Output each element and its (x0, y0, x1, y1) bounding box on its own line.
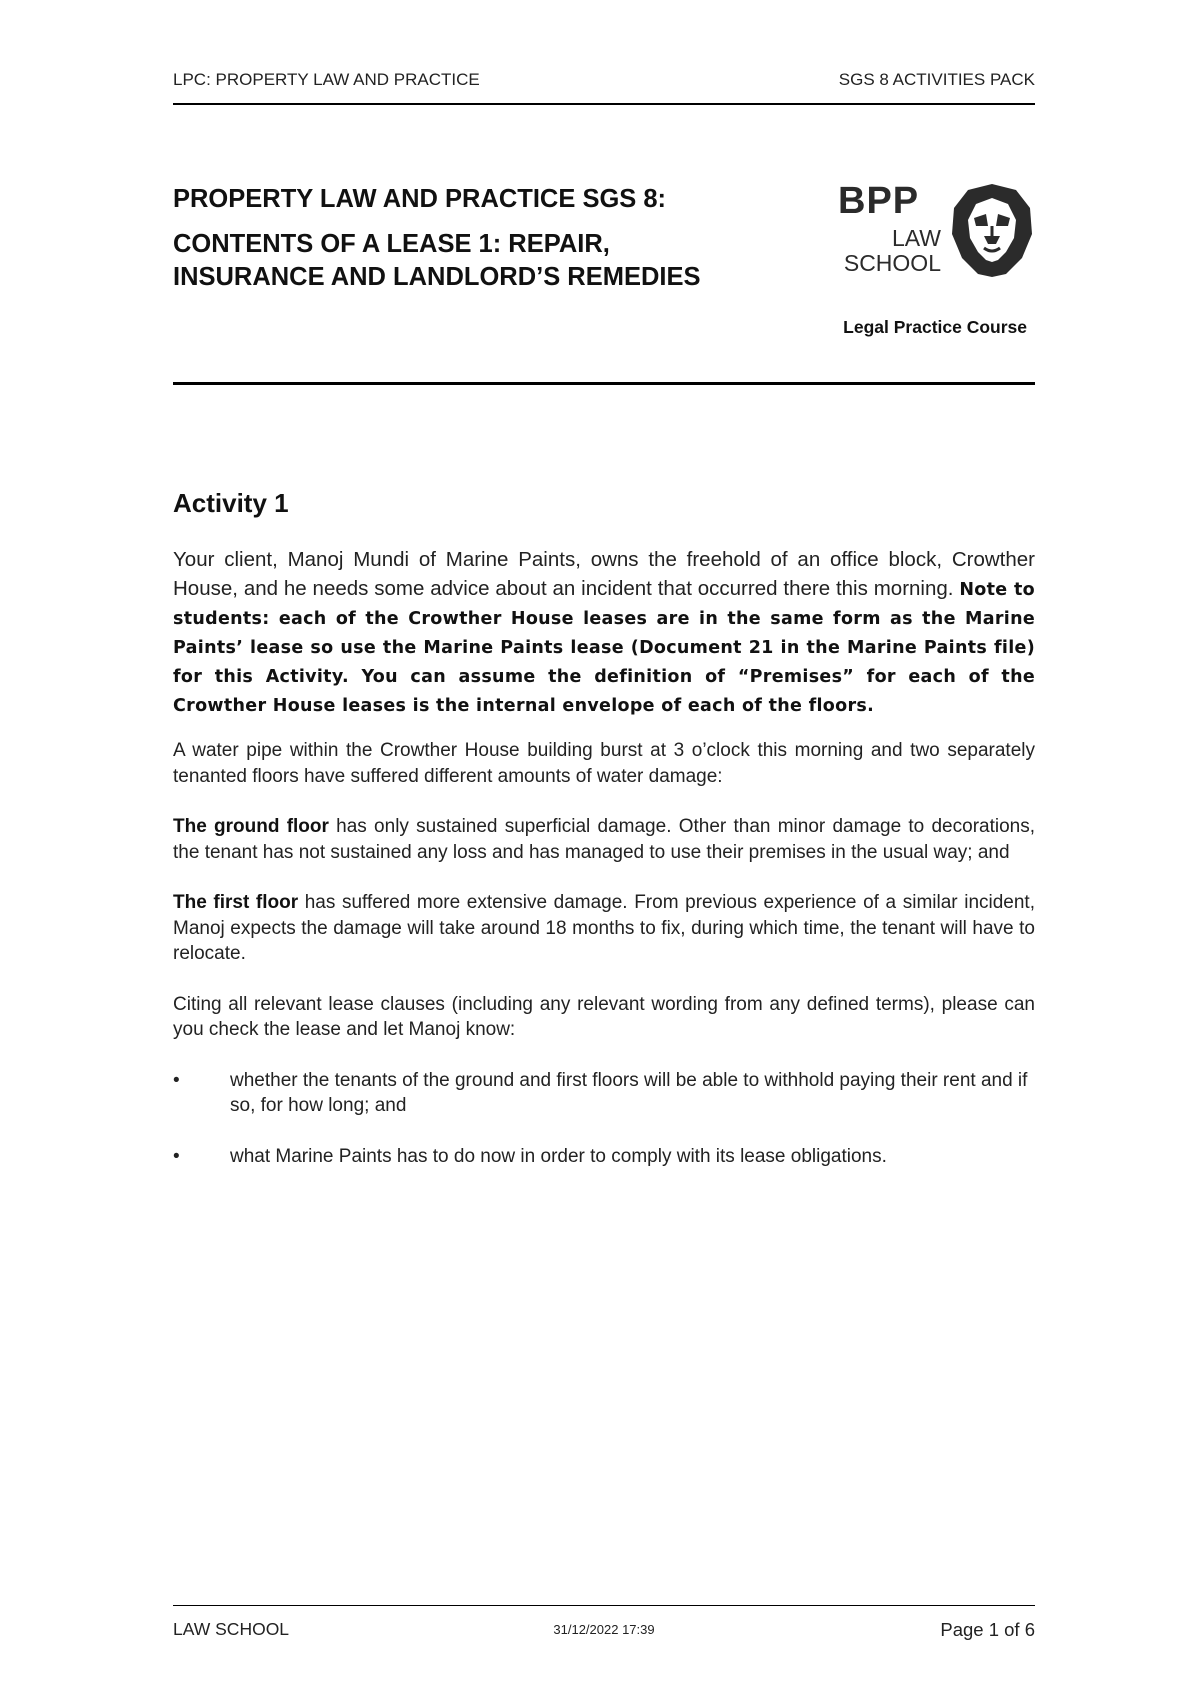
running-footer (173, 1619, 1035, 1643)
header-rule (173, 103, 1035, 105)
bpp-law-school-logo (838, 182, 1038, 282)
course-label: Legal Practice Course (843, 317, 1027, 337)
list-item (173, 1144, 1035, 1170)
first-floor-paragraph (173, 890, 1035, 967)
title-line-2b: INSURANCE AND LANDLORD’S REMEDIES (173, 263, 701, 291)
activity-heading: Activity 1 (173, 488, 289, 518)
footer-rule (173, 1605, 1035, 1606)
burst-paragraph: A water pipe within the Crowther House building burst at 3 o’clock this morning and two separately tenanted floors have suffered different amounts of water damage: (173, 740, 1035, 787)
title-line-1: PROPERTY LAW AND PRACTICE SGS 8: (173, 185, 667, 213)
lion-head-icon (950, 182, 1034, 278)
intro-text: Your client, Manoj Mundi of Marine Paints, owns the freehold of an office block, Crowther House, and he needs some advice about an incident that occurred there this morning. (173, 548, 1035, 600)
first-floor-label: The first floor (173, 892, 299, 913)
title-line-2a: CONTENTS OF A LEASE 1: REPAIR, (173, 230, 610, 258)
logo-brand-text: BPP (838, 180, 920, 222)
bullet-icon: • (173, 1069, 180, 1091)
intro-paragraph (173, 545, 1035, 719)
note-to-students: Note to students: each of the Crowther House leases are in the same form as the Marine Paints’ lease so use the Marine Paints lease (Document 21 in the Marine Paints file) for this Activity. You can assume the definition of “Premises” for each of the Crowther House leases is the internal envelope of each of the floors. (173, 580, 1036, 716)
ground-floor-label: The ground floor (173, 816, 329, 837)
first-floor-text: has suffered more extensive damage. From previous experience of a similar incident, Manoj expects the damage will take around 18 months to fix, during which time, the tenant will have to relocate. (173, 892, 1035, 964)
bullet-icon: • (173, 1145, 180, 1167)
list-item-text: whether the tenants of the ground and first floors will be able to withhold paying their rent and if so, for how long; and (230, 1069, 1028, 1116)
ground-floor-paragraph (173, 814, 1035, 865)
activity-section (173, 488, 1035, 1194)
footer-left-text: LAW SCHOOL (173, 1619, 290, 1639)
ground-floor-text: has only sustained superficial damage. Other than minor damage to decorations, the tenant has not sustained any loss and has managed to use their premises in the usual way; and (173, 816, 1035, 863)
footer-timestamp: 31/12/2022 17:39 (553, 1622, 655, 1637)
header-left-text: LPC: PROPERTY LAW AND PRACTICE (173, 70, 480, 89)
question-list (173, 1068, 1035, 1170)
header-right-text: SGS 8 ACTIVITIES PACK (838, 70, 1035, 89)
page-number: Page 1 of 6 (940, 1619, 1035, 1640)
citing-paragraph: Citing all relevant lease clauses (including any relevant wording from any defined terms), please can you check the lease and let Manoj know: (173, 993, 1035, 1040)
list-item (173, 1068, 1035, 1119)
logo-school-text: SCHOOL (843, 250, 941, 276)
logo-law-text: LAW (892, 225, 941, 251)
title-rule (173, 382, 1035, 385)
document-title (173, 185, 793, 294)
list-item-text: what Marine Paints has to do now in order to comply with its lease obligations. (230, 1145, 887, 1167)
